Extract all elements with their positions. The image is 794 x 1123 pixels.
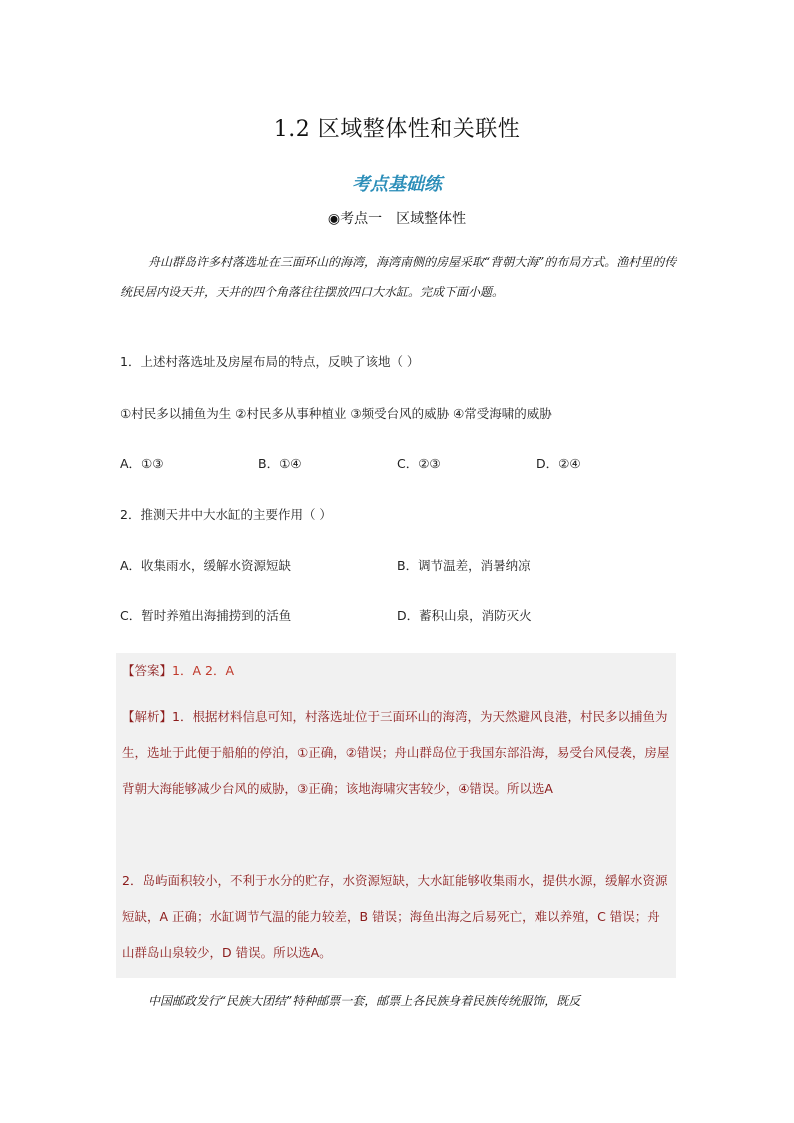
answer-tag: 【答案】 — [122, 663, 173, 678]
question-1-items: ①村民多以捕鱼为生 ②村民多从事种植业 ③频受台风的威胁 ④常受海啸的威胁 — [120, 406, 552, 421]
page-title: 1.2 区域整体性和关联性 — [273, 117, 521, 142]
explanation-tag: 【解析】 — [122, 709, 173, 724]
q1-option-d: D．②④ — [536, 456, 581, 471]
question-2-stem: 2．推测天井中大水缸的主要作用（ ） — [120, 507, 332, 522]
passage-text: 舟山群岛许多村落选址在三面环山的海湾，海湾南侧的房屋采取“背朝大海”的布局方式。渔村里的传统民居内设天井，天井的四个角落往往摆放四口大水缸。完成下面小题。 — [120, 255, 677, 299]
q1-option-a: A．①③ — [120, 456, 164, 471]
q2-option-c: C．暂时养殖出海捕捞到的活鱼 — [120, 608, 292, 623]
explanation-2: 2．岛屿面积较小，不利于水分的贮存，水资源短缺，大水缸能够收集雨水，提供水源，缓解水资源短缺，A 正确；水缸调节气温的能力较差，B 错误；海鱼出海之后易死亡，难以养殖，C 错误；舟山群岛山泉较少，D 错误。所以选A。 — [122, 873, 668, 960]
question-1-stem: 1．上述村落选址及房屋布局的特点，反映了该地（ ） — [120, 354, 420, 369]
section-subtitle: 考点基础练 — [352, 174, 442, 195]
q2-option-b: B．调节温差，消暑纳凉 — [397, 558, 531, 573]
explanation-1-text: 1．根据材料信息可知，村落选址位于三面环山的海湾，为天然避风良港，村民多以捕鱼为生，选址于此便于船舶的停泊，①正确，②错误；舟山群岛位于我国东部沿海，易受台风侵袭，房屋背朝大海能够减少台风的威胁，③正确；该地海啸灾害较少，④错误。所以选A — [122, 709, 670, 796]
section-heading: ◉考点一 区域整体性 — [327, 211, 467, 227]
q1-option-c: C．②③ — [397, 456, 441, 471]
answer-box — [116, 653, 676, 978]
explanation-1 — [122, 699, 670, 807]
q2-option-a: A．收集雨水，缓解水资源短缺 — [120, 558, 292, 573]
passage-2-text: 中国邮政发行“民族大团结”特种邮票一套，邮票上各民族身着民族传统服饰，既反 — [148, 994, 581, 1008]
q1-option-b: B．①④ — [258, 456, 302, 471]
q2-option-d: D．蓄积山泉，消防灭火 — [397, 608, 532, 623]
answer-text: 1．A 2．A — [172, 663, 234, 678]
answer-line — [122, 653, 670, 689]
